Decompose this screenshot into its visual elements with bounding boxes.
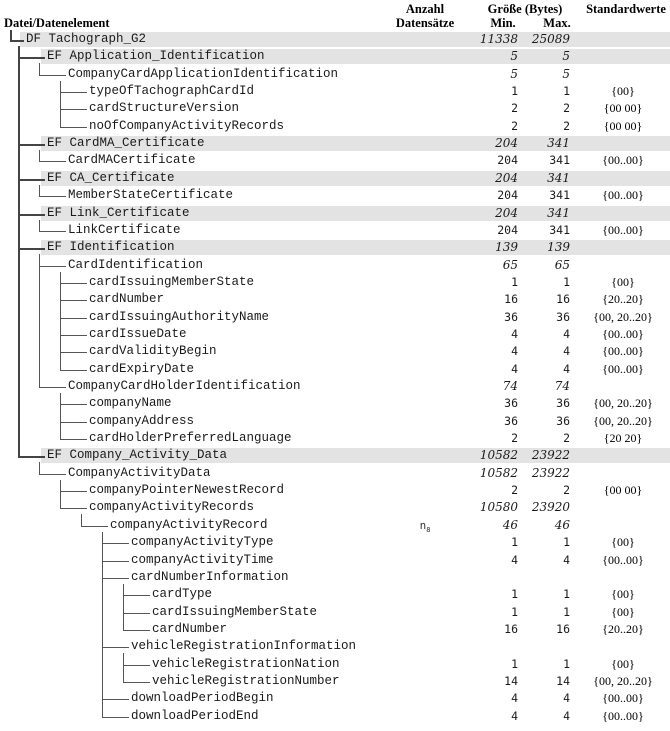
- size-max: 23922: [531, 465, 570, 480]
- size-min: 36: [504, 309, 518, 324]
- element-name: downloadPeriodEnd: [131, 708, 259, 723]
- default-value: {00..00}: [602, 552, 644, 567]
- default-value: [583, 569, 663, 586]
- tree-connector-horizontal: [39, 196, 66, 197]
- size-min: 1: [511, 274, 518, 289]
- default-value: [583, 257, 663, 274]
- default-value: [583, 465, 663, 482]
- record-count-base: n: [419, 518, 427, 532]
- element-name: cardIssuingAuthorityName: [89, 309, 270, 324]
- tree-node-row: [0, 222, 670, 239]
- size-min: 204: [497, 222, 518, 237]
- element-name: EF Application_Identification: [47, 49, 265, 64]
- tree-node-row: [0, 604, 670, 621]
- header-max: Max.: [543, 16, 571, 30]
- tree-connector-vertical: [81, 514, 82, 525]
- element-name: cardExpiryDate: [89, 361, 195, 376]
- tree-connector-horizontal: [123, 682, 150, 683]
- tree-node-row-file: [0, 170, 670, 187]
- tree-connector-horizontal: [123, 595, 150, 596]
- size-min: 4: [511, 344, 518, 359]
- size-max: 65: [554, 257, 570, 272]
- default-value: {00..00}: [602, 691, 644, 706]
- size-max: 4: [563, 691, 570, 706]
- size-min: 2: [511, 101, 518, 116]
- tree-connector-horizontal: [18, 456, 45, 458]
- size-min: 46: [502, 517, 518, 532]
- tree-connector-horizontal: [60, 335, 87, 336]
- element-name: MemberStateCertificate: [68, 188, 234, 203]
- element-name: cardIssueDate: [89, 326, 187, 341]
- tree-connector-vertical: [39, 63, 40, 74]
- size-min: 1: [511, 604, 518, 619]
- default-value: [583, 205, 663, 222]
- tree-node-row: [0, 309, 670, 326]
- default-value: {00, 20..20}: [593, 673, 653, 688]
- size-max: 1: [563, 604, 570, 619]
- tree-connector-vertical: [18, 46, 20, 456]
- tree-connector-horizontal: [39, 161, 66, 162]
- size-max: 2: [563, 101, 570, 116]
- tree-node-row: [0, 395, 670, 412]
- default-value: {00}: [611, 84, 635, 99]
- size-min: 16: [504, 292, 518, 307]
- size-min: 5: [510, 66, 518, 81]
- element-name: CardIdentification: [68, 257, 204, 272]
- element-name: cardNumber: [152, 621, 228, 636]
- element-name: cardIssuingMemberState: [89, 274, 255, 289]
- element-name: typeOfTachographCardId: [89, 84, 255, 99]
- tree-node-row: [0, 690, 670, 707]
- tree-node-row: [0, 326, 670, 343]
- tree-connector-horizontal: [60, 352, 87, 353]
- default-value: {00}: [611, 535, 635, 550]
- size-min: [470, 638, 518, 655]
- size-min: 11338: [479, 32, 518, 46]
- default-value: {00}: [611, 587, 635, 602]
- tree-connector-horizontal: [60, 508, 87, 509]
- tree-node-row: [0, 552, 670, 569]
- element-name: vehicleRegistrationInformation: [131, 639, 357, 654]
- default-value: {00..00}: [602, 326, 644, 341]
- element-name: cardIssuingMemberState: [152, 604, 318, 619]
- tree-node-row: [0, 187, 670, 204]
- size-max: 36: [556, 309, 570, 324]
- element-name: LinkCertificate: [68, 222, 181, 237]
- tree-connector-horizontal: [60, 370, 87, 371]
- size-min: 16: [504, 621, 518, 636]
- size-min: 1: [511, 656, 518, 671]
- size-max: 36: [556, 413, 570, 428]
- tree-connector-horizontal: [60, 127, 87, 128]
- default-value: {00..00}: [602, 188, 644, 203]
- size-max: 5: [562, 49, 570, 64]
- tree-connector-vertical: [60, 480, 61, 509]
- default-value: {00}: [611, 274, 635, 289]
- tree-connector-horizontal: [102, 717, 129, 718]
- tree-node-row: [0, 586, 670, 603]
- element-name: CardMACertificate: [68, 153, 196, 168]
- tree-connector-horizontal: [60, 404, 87, 405]
- header-element-column: Datei/Datenelement: [4, 16, 110, 30]
- size-min: 5: [510, 49, 518, 64]
- element-name: cardHolderPreferredLanguage: [89, 431, 292, 446]
- default-value: {20..20}: [602, 292, 644, 307]
- tree-connector-horizontal: [18, 57, 45, 59]
- tree-connector-horizontal: [60, 422, 87, 423]
- tree-node-row-file: [0, 135, 670, 152]
- size-min: [470, 569, 518, 586]
- tree-node-row: [0, 100, 670, 117]
- tree-node-row: [0, 66, 670, 83]
- element-name: DF Tachograph_G2: [26, 32, 147, 46]
- size-max: 74: [554, 379, 570, 393]
- tree-connector-horizontal: [102, 699, 129, 700]
- default-value: [583, 66, 663, 83]
- tree-connector-horizontal: [18, 214, 45, 216]
- tree-connector-horizontal: [60, 92, 87, 93]
- default-value: [583, 135, 663, 152]
- size-max: 341: [549, 222, 570, 237]
- element-name: companyActivityRecord: [110, 517, 268, 532]
- default-value: {00}: [611, 604, 635, 619]
- element-name: CompanyCardApplicationIdentification: [68, 66, 339, 81]
- element-name: companyAddress: [89, 413, 195, 428]
- element-name: companyPointerNewestRecord: [89, 483, 285, 498]
- size-min: 10582: [479, 448, 518, 463]
- size-min: 1: [511, 587, 518, 602]
- tree-node-row: [0, 152, 670, 169]
- header-min: Min.: [490, 16, 516, 30]
- size-min: 4: [511, 552, 518, 567]
- size-max: 1: [563, 535, 570, 550]
- size-min: 139: [495, 240, 518, 255]
- default-value: {20 20}: [603, 431, 643, 446]
- header-standardwerte: Standardwerte: [586, 2, 666, 16]
- tree-root-connector: [10, 30, 12, 40]
- size-max: 4: [563, 326, 570, 341]
- size-max: 341: [547, 205, 570, 220]
- tree-connector-horizontal: [18, 179, 45, 181]
- header-size-title: Größe (Bytes): [487, 2, 563, 16]
- default-value: [583, 638, 663, 655]
- element-name: CompanyCardHolderIdentification: [68, 379, 301, 393]
- size-min: 204: [495, 170, 518, 185]
- size-min: 204: [497, 153, 518, 168]
- size-min: 1: [511, 84, 518, 99]
- size-max: 139: [547, 240, 570, 255]
- tree-connector-horizontal: [60, 491, 87, 492]
- default-value: [583, 499, 663, 516]
- size-min: 4: [511, 326, 518, 341]
- size-max: 14: [556, 673, 570, 688]
- record-count: [410, 517, 440, 534]
- default-value: {00..00}: [602, 361, 644, 376]
- size-max: 4: [563, 708, 570, 723]
- tree-connector-horizontal: [39, 75, 66, 76]
- size-max: 25089: [531, 32, 570, 46]
- element-name: cardValidityBegin: [89, 344, 217, 359]
- tree-connector-vertical: [60, 272, 61, 370]
- default-value: {00, 20..20}: [593, 309, 653, 324]
- size-min: 204: [495, 136, 518, 151]
- size-max: 23922: [531, 448, 570, 463]
- size-min: 74: [502, 379, 518, 393]
- tree-node-row: [0, 673, 670, 690]
- size-max: 341: [547, 136, 570, 151]
- size-max: 46: [554, 517, 570, 532]
- element-name: vehicleRegistrationNation: [152, 656, 340, 671]
- tree-node-row: [0, 621, 670, 638]
- default-value: {00 00}: [603, 118, 643, 133]
- size-min: 65: [502, 257, 518, 272]
- default-value: {00 00}: [603, 483, 643, 498]
- element-name: EF CardMA_Certificate: [47, 136, 205, 151]
- element-name: EF Identification: [47, 240, 175, 255]
- tree-node-row: [0, 656, 670, 673]
- size-max: [522, 638, 570, 655]
- size-max: 1: [563, 587, 570, 602]
- tree-connector-horizontal: [39, 387, 66, 388]
- tree-connector-vertical: [39, 462, 40, 473]
- size-min: 204: [497, 188, 518, 203]
- size-min: 4: [511, 708, 518, 723]
- tree-node-row: [0, 83, 670, 100]
- size-min: 14: [504, 673, 518, 688]
- element-name: companyActivityType: [131, 535, 274, 550]
- default-value: [583, 48, 663, 65]
- tree-node-row: [0, 257, 670, 274]
- tree-connector-horizontal: [18, 248, 45, 250]
- tree-connector-vertical: [123, 584, 124, 630]
- size-min: 4: [511, 361, 518, 376]
- size-max: 1: [563, 274, 570, 289]
- tree-node-row: [0, 430, 670, 447]
- tree-node-row: [0, 118, 670, 135]
- element-name: EF Link_Certificate: [47, 205, 190, 220]
- tree-node-row-file: [0, 239, 670, 256]
- element-name: vehicleRegistrationNumber: [152, 673, 340, 688]
- size-max: 4: [563, 552, 570, 567]
- size-min: 10580: [479, 500, 518, 515]
- record-count-subscript: 8: [426, 525, 431, 534]
- tree-connector-vertical: [102, 532, 103, 717]
- size-max: [522, 569, 570, 586]
- default-value: [583, 447, 663, 464]
- element-name: noOfCompanyActivityRecords: [89, 118, 285, 133]
- tree-connector-vertical: [39, 254, 40, 387]
- tree-node-row: [0, 413, 670, 430]
- size-min: 2: [511, 118, 518, 133]
- default-value: [583, 378, 663, 395]
- tree-connector-horizontal: [60, 109, 87, 110]
- tree-connector-horizontal: [60, 439, 87, 440]
- header-anzahl-line2: Datensätze: [395, 16, 455, 30]
- tree-connector-horizontal: [123, 613, 150, 614]
- tree-connector-horizontal: [39, 231, 66, 232]
- size-max: 341: [547, 170, 570, 185]
- element-name: companyActivityTime: [131, 552, 274, 567]
- default-value: [583, 517, 663, 534]
- default-value: {00, 20..20}: [593, 413, 653, 428]
- size-min: 4: [511, 691, 518, 706]
- tree-connector-horizontal: [123, 665, 150, 666]
- element-name: cardStructureVersion: [89, 101, 240, 116]
- tree-node-row: [0, 482, 670, 499]
- size-min: 2: [511, 483, 518, 498]
- element-name: companyName: [89, 396, 172, 411]
- size-min: 10582: [479, 465, 518, 480]
- tree-node-row: [0, 465, 670, 482]
- tree-connector-horizontal: [60, 300, 87, 301]
- element-name: downloadPeriodBegin: [131, 691, 274, 706]
- tree-connector-vertical: [60, 393, 61, 439]
- default-value: {00}: [611, 656, 635, 671]
- size-min: 2: [511, 431, 518, 446]
- tree-connector-horizontal: [39, 474, 66, 475]
- size-min: 36: [504, 396, 518, 411]
- size-min: 1: [511, 535, 518, 550]
- default-value: [583, 239, 663, 256]
- tree-connector-horizontal: [60, 283, 87, 284]
- tree-node-row-file: [0, 205, 670, 222]
- default-value: {20..20}: [602, 621, 644, 636]
- size-max: 1: [563, 656, 570, 671]
- element-name: cardNumberInformation: [131, 569, 289, 584]
- tree-node-row: [0, 378, 670, 395]
- default-value: {00..00}: [602, 222, 644, 237]
- tree-connector-horizontal: [18, 144, 45, 146]
- tree-connector-horizontal: [102, 543, 129, 544]
- tree-node-row: [0, 569, 670, 586]
- tree-connector-horizontal: [39, 266, 66, 267]
- default-value: {00..00}: [602, 344, 644, 359]
- tree-connector-vertical: [39, 220, 40, 231]
- tree-node-row: [0, 361, 670, 378]
- size-max: 16: [556, 292, 570, 307]
- tree-connector-horizontal: [60, 318, 87, 319]
- tree-node-row-file: [0, 31, 670, 48]
- size-max: 341: [549, 188, 570, 203]
- size-min: 36: [504, 413, 518, 428]
- size-max: 2: [563, 431, 570, 446]
- default-value: [583, 31, 663, 48]
- element-name: CompanyActivityData: [68, 465, 211, 480]
- default-value: {00, 20..20}: [593, 396, 653, 411]
- tree-connector-vertical: [39, 185, 40, 196]
- tree-node-row: [0, 343, 670, 360]
- element-name: companyActivityRecords: [89, 500, 255, 515]
- tree-connector-horizontal: [102, 561, 129, 562]
- tree-node-row-file: [0, 447, 670, 464]
- size-max: 4: [563, 361, 570, 376]
- tree-connector-horizontal: [123, 630, 150, 631]
- tree-connector-horizontal: [102, 647, 129, 648]
- default-value: [583, 170, 663, 187]
- element-name: cardNumber: [89, 292, 165, 307]
- tree-node-row: [0, 499, 670, 516]
- tree-connector-horizontal: [10, 40, 24, 42]
- default-value: {00 00}: [603, 101, 643, 116]
- default-value: {00..00}: [602, 708, 644, 723]
- size-max: 23920: [531, 500, 570, 515]
- default-value: {00..00}: [602, 153, 644, 168]
- element-name: EF CA_Certificate: [47, 170, 175, 185]
- size-max: 2: [563, 118, 570, 133]
- tree-node-row: [0, 638, 670, 655]
- tree-node-row: [0, 274, 670, 291]
- size-max: 36: [556, 396, 570, 411]
- tree-connector-horizontal: [102, 578, 129, 579]
- element-name: cardType: [152, 587, 213, 602]
- size-max: 2: [563, 483, 570, 498]
- tree-node-row-file: [0, 48, 670, 65]
- tree-node-row: [0, 708, 670, 725]
- element-name: EF Company_Activity_Data: [47, 448, 228, 463]
- size-max: 4: [563, 344, 570, 359]
- tree-connector-vertical: [123, 653, 124, 682]
- size-max: 1: [563, 84, 570, 99]
- size-max: 16: [556, 621, 570, 636]
- tree-node-row: [0, 291, 670, 308]
- header-anzahl-line1: Anzahl: [405, 2, 445, 16]
- size-max: 5: [562, 66, 570, 81]
- size-max: 341: [549, 153, 570, 168]
- tree-connector-vertical: [60, 81, 61, 127]
- tree-connector-horizontal: [81, 526, 108, 527]
- size-min: 204: [495, 205, 518, 220]
- tree-node-row: [0, 534, 670, 551]
- tree-connector-vertical: [39, 150, 40, 161]
